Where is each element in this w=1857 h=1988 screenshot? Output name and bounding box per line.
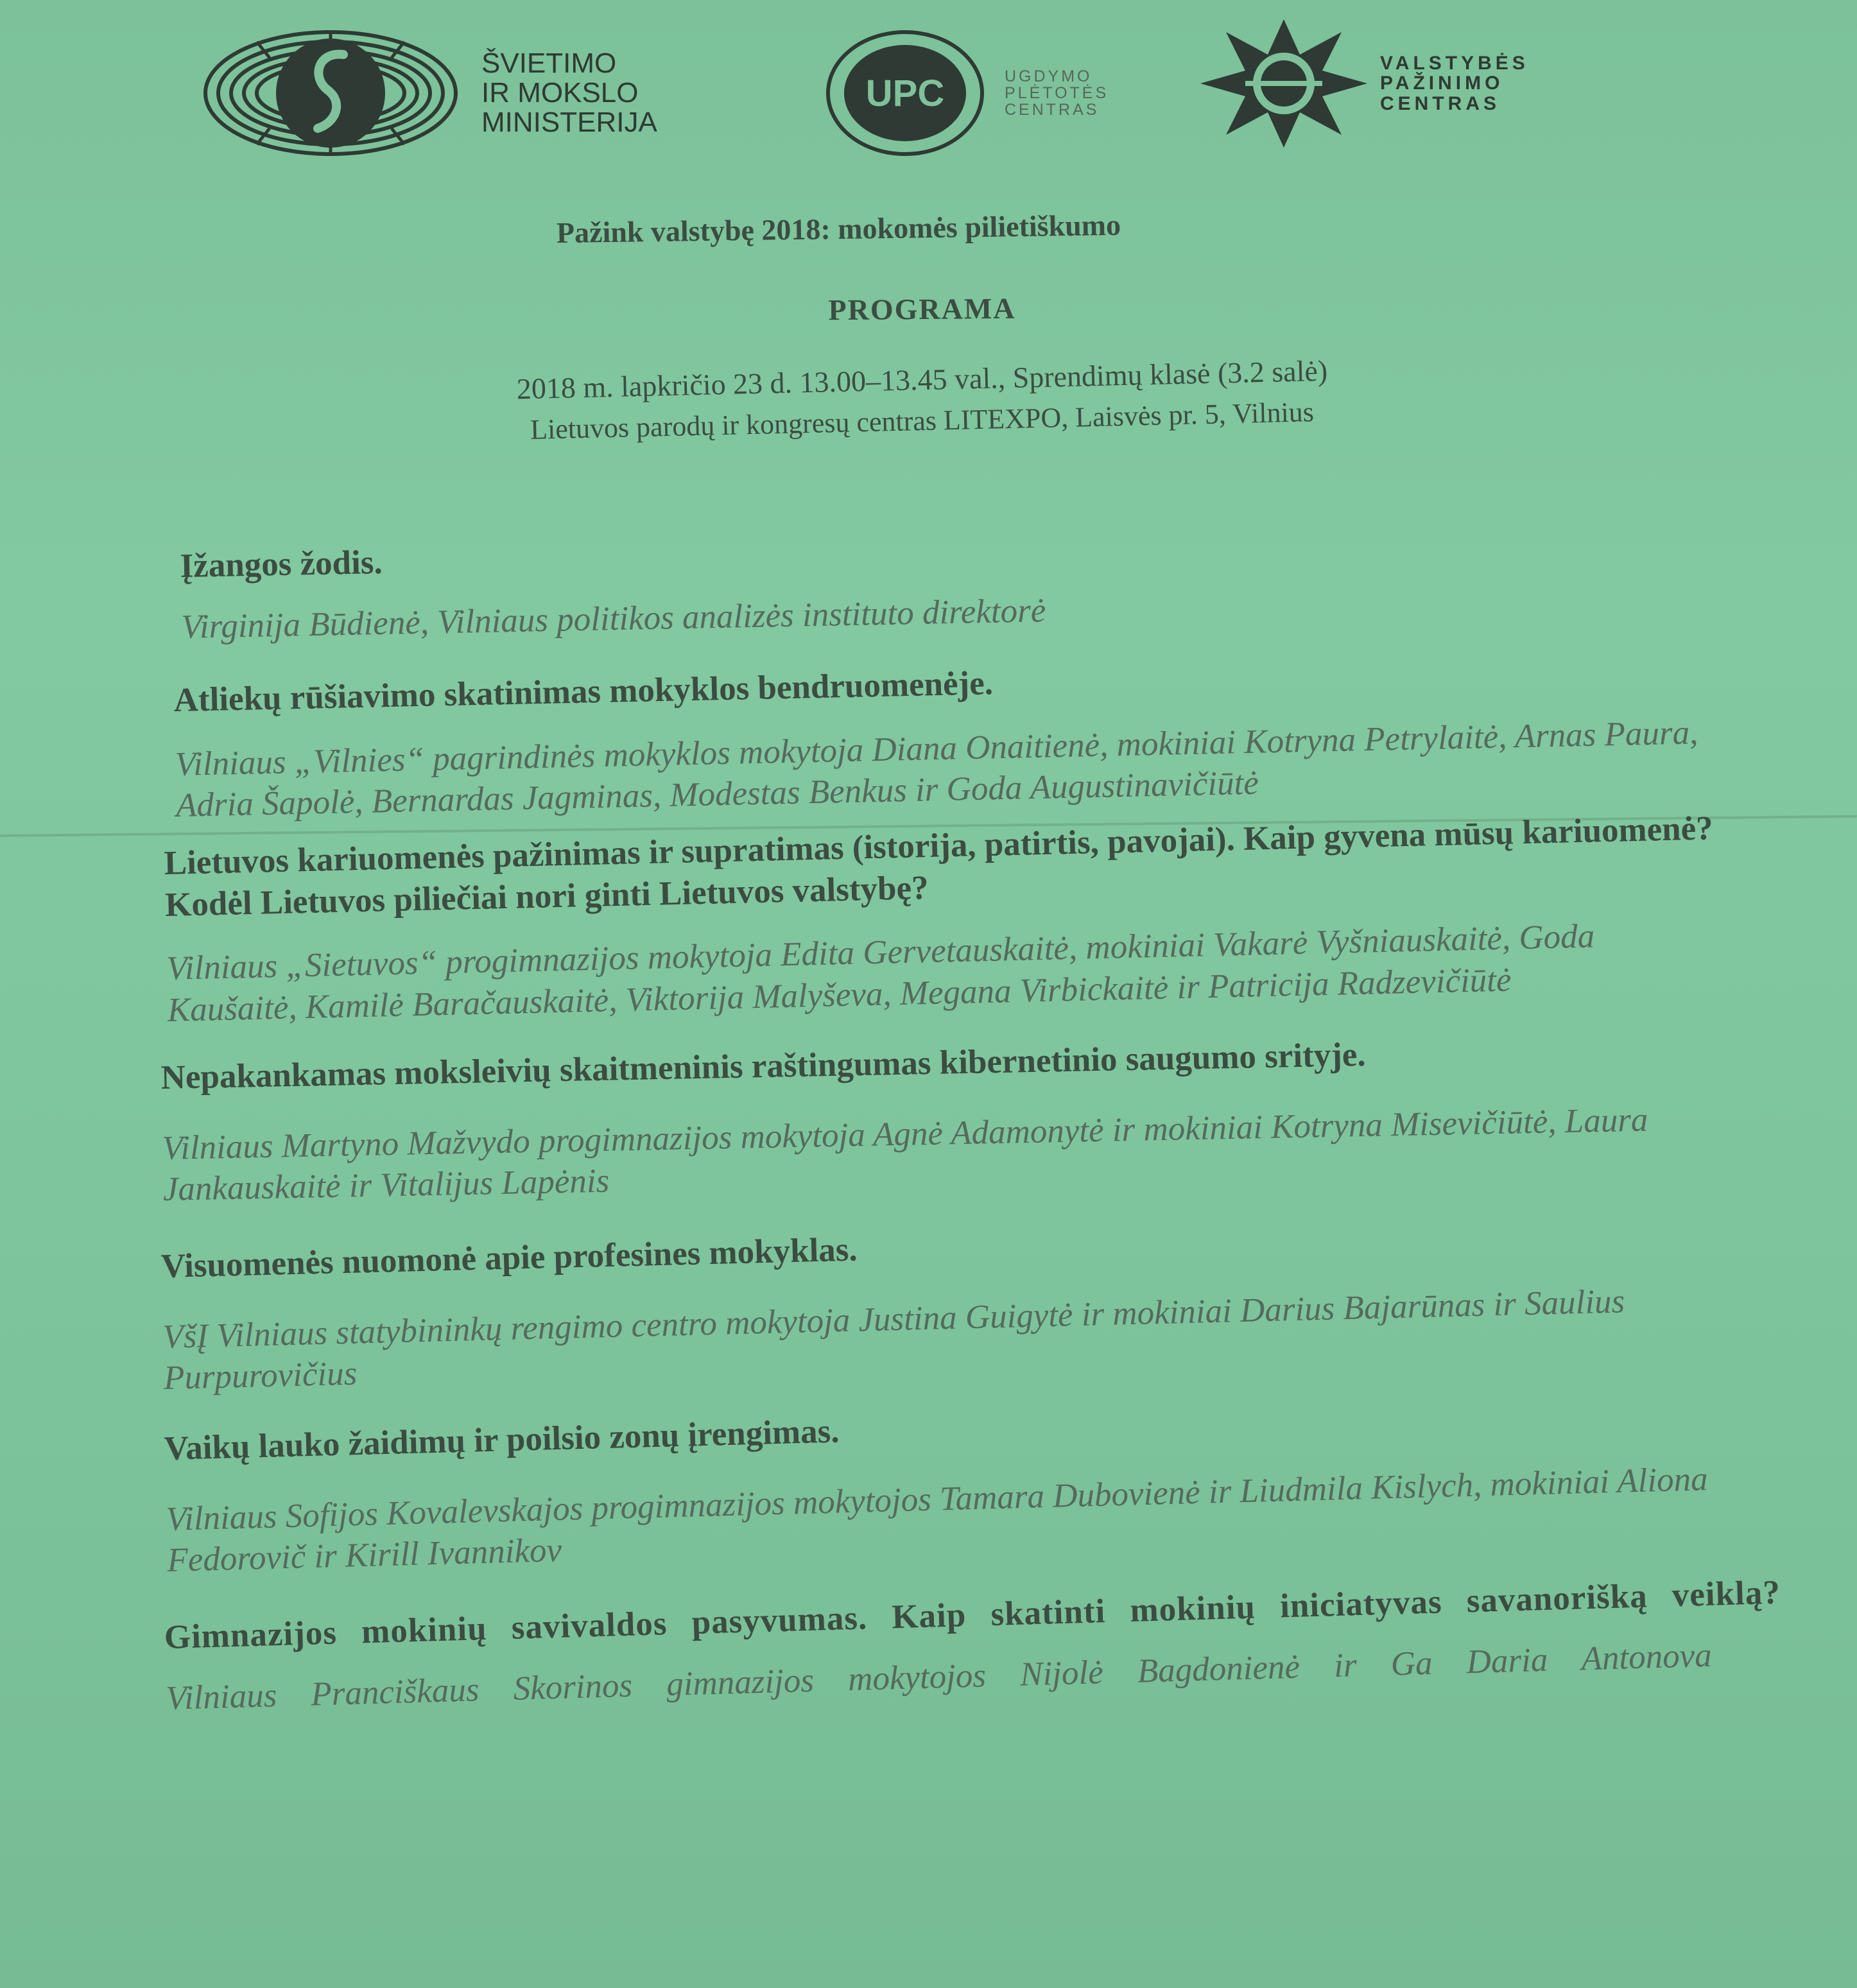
program-item-speakers: Vilniaus „Sietuvos“ progimnazijos mokytoja Edita Gervetauskaitė, mokiniai Vakarė Vyšniauskaitė, Goda Kaušaitė, Kamilė Baračauskaitė, Viktorija Malyševa, Megana Virbickaitė ir Patricija Radzevičiūtė <box>166 918 1595 1030</box>
ministry-logo-line-2: IR MOKSLO <box>481 76 639 108</box>
upc-logo-line-1: UGDYMO <box>1005 67 1093 85</box>
program-item <box>164 805 1836 1032</box>
event-date-line: 2018 m. lapkričio 23 d. 13.00–13.45 val., Sprendimų klasė (3.2 salė) <box>516 354 1328 406</box>
program-item-speakers: Vilniaus Martyno Mažvydo progimnazijos mokytoja Agnė Adamonytė ir mokiniai Kotryna Misevičiūtė, Laura Jankauskaitė ir Vitalijus Lapėnis <box>162 1101 1648 1209</box>
program-item-title: Gimnazijos mokinių savivaldos pasyvumas. Kaip skatinti mokinių iniciatyvas savanorišką veiklą? <box>164 1573 1781 1656</box>
program-item <box>160 1205 1833 1399</box>
program-list <box>160 543 1836 1719</box>
program-item-title: Įžangos žodis. <box>180 543 383 585</box>
program-item-title: Atliekų rūšiavimo skatinimas mokyklos bendruomenėje. <box>173 664 994 720</box>
ministry-logo <box>199 26 693 160</box>
ministry-logo-text <box>481 49 693 138</box>
upc-logo-line-3: CENTRAS <box>1005 101 1100 119</box>
program-item-speakers: VšĮ Vilniaus statybininkų rengimo centro mokytoja Justina Guigytė ir mokiniai Darius Bajarūnas ir Saulius Purpurovičius <box>162 1282 1625 1397</box>
vpc-logo-text <box>1380 53 1611 114</box>
upc-logo-line-2: PLĖTOTĖS <box>1005 83 1109 102</box>
upc-logo <box>825 29 1171 157</box>
upc-logo-text <box>1005 68 1171 119</box>
program-item-speakers: Vilniaus „Vilnies“ pagrindinės mokyklos mokytoja Diana Onaitienė, mokiniai Kotryna Petrylaitė, Arnas Paura, Adria Šapolė, Bernardas Jagminas, Modestas Benkus ir Goda Augustinavičiūtė <box>175 714 1698 825</box>
vpc-logo-line-3: CENTRAS <box>1380 92 1501 114</box>
program-item-title: Visuomenės nuomonė apie profesines mokyklas. <box>160 1231 858 1285</box>
program-item-speakers: Virginija Būdienė, Vilniaus politikos analizės instituto direktorė <box>180 591 1046 646</box>
ministry-logo-line-1: ŠVIETIMO <box>481 47 617 79</box>
program-item <box>164 1570 1835 1719</box>
upc-emblem-icon <box>825 29 985 157</box>
program-item <box>164 1385 1836 1582</box>
ministry-logo-line-3: MINISTERIJA <box>481 107 657 139</box>
event-venue-line: Lietuvos parodų ir kongresų centras LITEXPO, Laisvės pr. 5, Vilnius <box>530 396 1315 445</box>
upc-mark-text: UPC <box>865 73 945 114</box>
vpc-logo-line-1: VALSTYBĖS <box>1380 52 1529 74</box>
program-item <box>160 1025 1832 1211</box>
vpc-star-emblem-icon <box>1200 19 1367 148</box>
document-title: Pažink valstybę 2018: mokomės pilietiškumo <box>556 208 1121 250</box>
program-item-title: Vaikų lauko žaidimų ir poilsio zonų įrengimas. <box>164 1412 840 1467</box>
vpc-logo-line-2: PAŽINIMO <box>1380 73 1504 94</box>
program-item <box>173 645 1845 827</box>
program-heading: PROGRAMA <box>828 291 1016 327</box>
program-item-speakers: Vilniaus Sofijos Kovalevskajos progimnazijos mokytojos Tamara Dubovienė ir Liudmila Kislych, mokiniai Aliona Fedorovič ir Kirill Ivannikov <box>165 1460 1709 1580</box>
vpc-logo <box>1200 19 1611 148</box>
program-item-title: Lietuvos kariuomenės pažinimas ir supratimas (istorija, patirtis, pavojai). Kaip gyvena mūsų kariuomenė? Kodėl Lietuvos piliečiai nori ginti Lietuvos valstybę? <box>164 809 1714 924</box>
program-item-speakers: Vilniaus Pranciškaus Skorinos gimnazijos mokytojos Nijolė Bagdonienė ir Ga Daria Antonova <box>165 1636 1713 1717</box>
program-item-title: Nepakankamas moksleivių skaitmeninis raštingumas kibernetinio saugumo srityje. <box>160 1035 1367 1096</box>
ministry-emblem-icon <box>199 26 462 160</box>
